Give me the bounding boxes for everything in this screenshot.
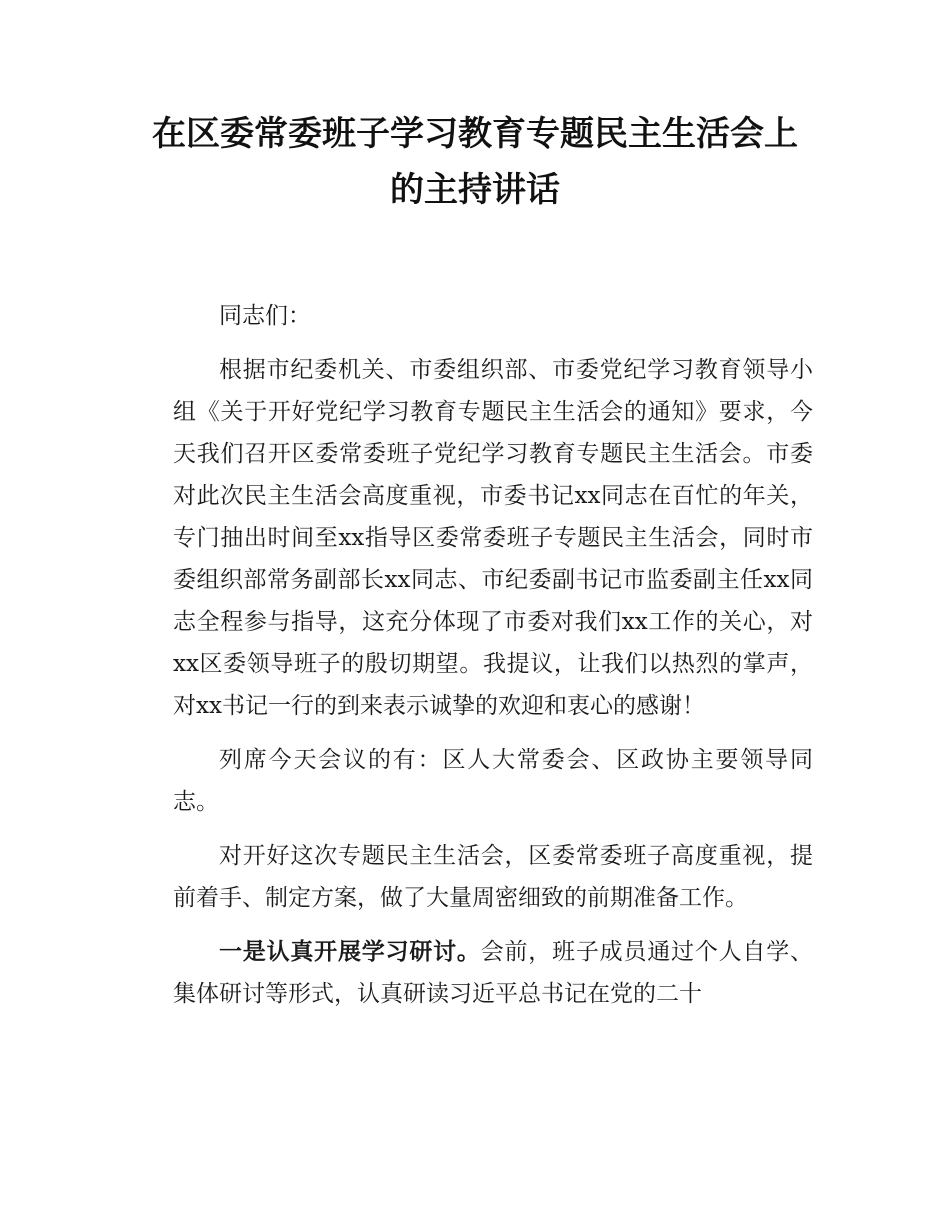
paragraph-preparation: 对开好这次专题民主生活会，区委常委班子高度重视，提前着手、制定方案，做了大量周密细致的前期准备工作。: [173, 843, 813, 911]
attendees-lead: 列席今天会议的有：: [219, 747, 443, 773]
paragraph-intro: 根据市纪委机关、市委组织部、市委党纪学习教育领导小组《关于开好党纪学习教育专题民主生活会的通知》要求，今天我们召开区委常委班子党纪学习教育专题民主生活会。市委对此次民主生活会高度重视，市委书记xx同志在百忙的年关，专门抽出时间至xx指导区委常委班子专题民主生活会，同时市委组织部常务副部长xx同志、市纪委副书记市监委副主任xx同志全程参与指导，这充分体现了市委对我们xx工作的关心，对xx区委领导班子的殷切期望。我提议，让我们以热烈的掌声，对xx书记一行的到来表示诚挚的欢迎和衷心的感谢！: [173, 357, 813, 719]
point-one-text: 会前，班子成员通过个人自学、集体研讨等形式，认真研读习近平总书记在党的二十: [173, 939, 814, 1007]
paragraph-point-one: [173, 931, 813, 1015]
point-one-lead: 一是认真开展学习研讨。: [219, 939, 481, 965]
title-line-1: 在区委常委班子学习教育专题民主生活会上: [152, 114, 798, 154]
attendees-text: 区人大常委会、区政协主要领导同志。: [173, 747, 814, 815]
document-body: [173, 295, 813, 1027]
title-line-2: 的主持讲话: [390, 170, 560, 210]
document-title: [120, 106, 830, 218]
salutation: 同志们：: [219, 303, 311, 329]
paragraph-attendees: [173, 739, 813, 823]
